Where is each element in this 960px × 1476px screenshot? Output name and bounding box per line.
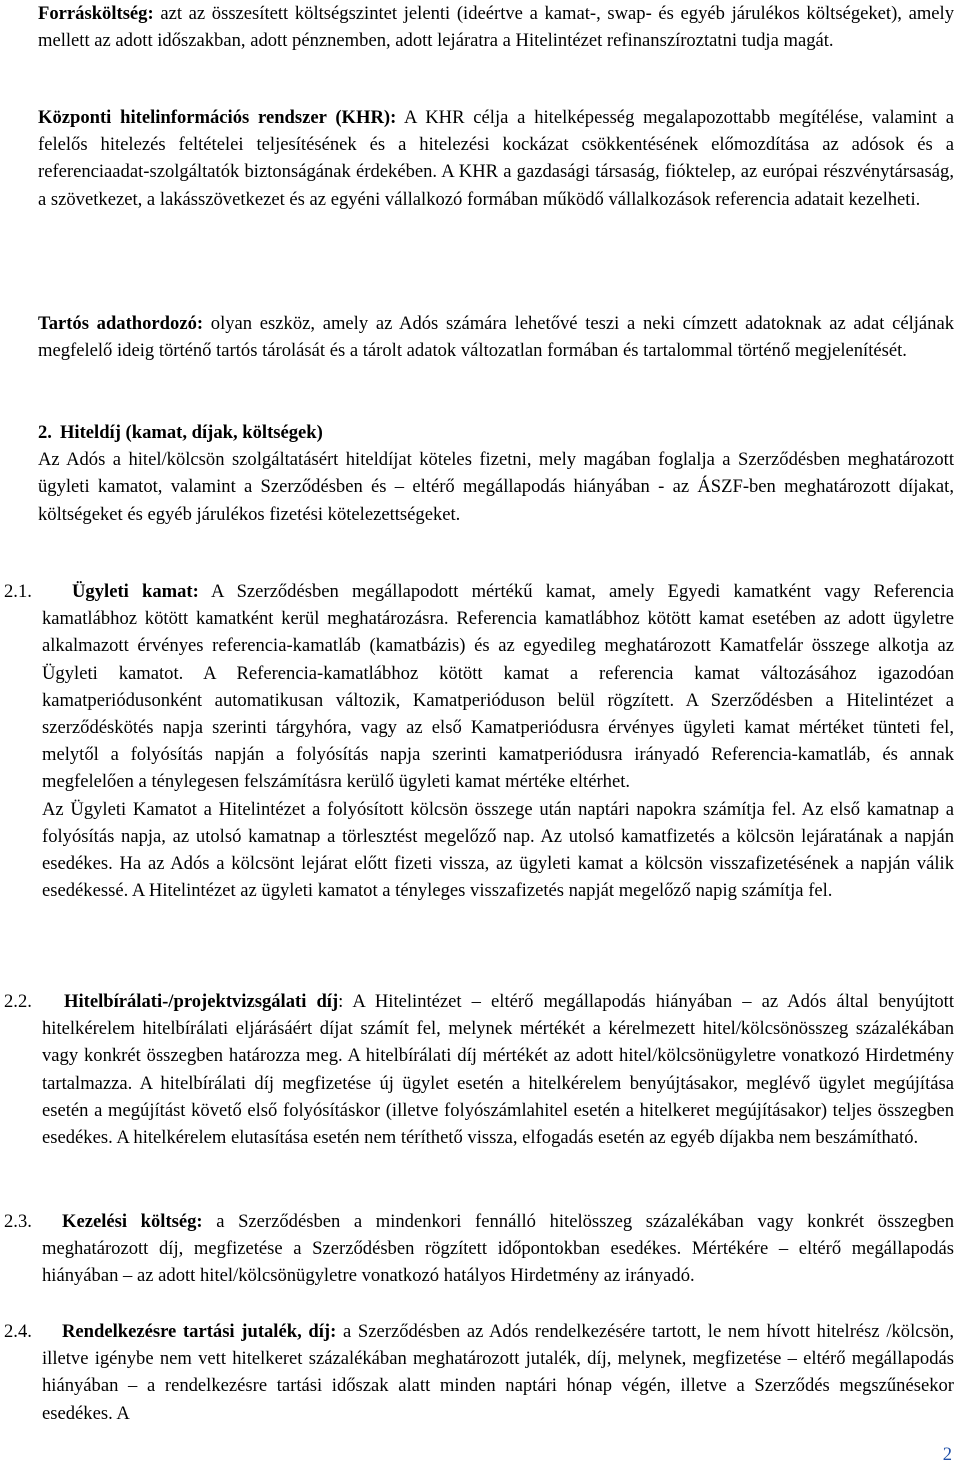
subsection-2-2	[4, 988, 954, 1151]
term-kezelesi-koltseg: Kezelési költség:	[62, 1211, 203, 1232]
definition-forraskoltseg: azt az összesített költségszintet jelenti (ideértve a kamat-, swap- és egyéb járulékos költségeket), amely mellett az adott időszakban, adott pénznemben, adott lejáratra a Hitelintézet refinanszíroztatni tudja magát.	[38, 3, 954, 52]
section-2-title: Hiteldíj (kamat, díjak, költségek)	[59, 422, 323, 443]
term-khr: Központi hitelinformációs rendszer (KHR):	[38, 107, 397, 128]
subsection-2-3-text	[42, 1208, 954, 1290]
section-2-number: 2.	[38, 422, 52, 443]
paragraph-forraskoltseg	[38, 0, 954, 54]
subsection-2-1	[4, 578, 954, 904]
subsection-2-4	[4, 1318, 954, 1427]
definition-hitelbiralati-dij: : A Hitelintézet – eltérő megállapodás hiányában – az Adós által benyújtott hitelkérelem hitelbírálati eljárásáért díjat számít fel, melynek mértékét a kérelmezett hitel/kölcsönösszeg százalékában vagy konkrét összegben határozza meg. A hitelbírálati díj mértékét az adott hitel/kölcsönügyletre vonatkozó Hirdetmény tartalmazza. A hitelbírálati díj megfizetése új ügylet esetén a hitelkérelem benyújtásakor, meglévő ügylet megújítása esetén a megújítást követő első folyósításkor (illetve folyószámlahitel esetén a hitelkeret megújításakor) teljes összegben esedékes. A hitelkérelem elutasítása esetén nem téríthető vissza, elfogadás esetén az egyéb díjakba nem beszámítható.	[42, 991, 954, 1149]
page-number: 2	[942, 1443, 952, 1465]
subsection-2-2-number: 2.2.	[4, 991, 32, 1012]
paragraph-tartos-adathordozo	[38, 310, 954, 364]
subsection-2-2-text	[42, 988, 954, 1151]
definition-kezelesi-koltseg: a Szerződésben a mindenkori fennálló hitelösszeg százalékában vagy konkrét összegben meghatározott díj, megfizetése a Szerződésben rögzített időpontokban esedékes. Mértékére – eltérő megállapodás hiányában – az adott hitel/kölcsönügyletre vonatkozó hatályos Hirdetmény az irányadó.	[42, 1211, 954, 1287]
definition-ugyleti-kamat: A Szerződésben megállapodott mértékű kamat, amely Egyedi kamatként vagy Referencia kamatlábhoz kötött kamatként kerül meghatározásra. Referencia kamatlábhoz kötött kamat esetében az adott ügyletre alkalmazott érvényes referencia-kamatláb (kamatbázis) és az egyedileg meghatározott Kamatfelár összege alkotja az Ügyleti kamatot. A Referencia-kamatlábhoz kötött kamat a referencia kamat változásához igazodóan kamatperiódusonként automatikusan változik, Kamatperióduson belül rögzített. A Szerződésben a Hitelintézet a szerződéskötés napja szerinti tárgyhóra, vagy az első Kamatperiódusra érvényes ügyleti kamat mértéket tünteti fel, melytől a folyósítás napján a folyósítás napja szerinti kamatperiódusra irányadó Referencia-kamatláb, és annak megfelelően a ténylegesen felszámításra kerülő ügyleti kamat mértéke eltérhet.	[42, 581, 954, 793]
subsection-2-4-number: 2.4.	[4, 1321, 32, 1342]
section-2-intro: Az Adós a hitel/kölcsön szolgáltatásért hiteldíjat köteles fizetni, mely magában foglalja a Szerződésben meghatározott ügyleti kamatot, valamint a Szerződésben és – eltérő megállapodás hiányában - az ÁSZF-ben meghatározott díjakat, költségeket és egyéb járulékos fizetési kötelezettségeket.	[38, 449, 954, 525]
term-forraskoltseg: Forrásköltség:	[38, 3, 154, 24]
definition-rendelkezesre-tartasi-jutalek: a Szerződésben az Adós rendelkezésére tartott, le nem hívott hitelrész /kölcsön, illetve igénybe nem vett hitelkeret százalékában meghatározott jutalék, díj, melynek, megfizetése – eltérő megállapodás hiányában – a rendelkezésre tartási időszak alatt minden naptári hónap végén, illetve a Szerződés megszűnésekor esedékes. A	[42, 1321, 954, 1424]
subsection-2-3	[4, 1208, 954, 1290]
paragraph-khr	[38, 104, 954, 213]
section-2	[38, 419, 954, 528]
subsection-2-4-text	[42, 1318, 954, 1427]
term-ugyleti-kamat: Ügyleti kamat:	[72, 581, 199, 602]
subsection-2-3-number: 2.3.	[4, 1211, 32, 1232]
subsection-2-1-number: 2.1.	[4, 581, 32, 602]
definition-tartos-adathordozo: olyan eszköz, amely az Adós számára lehetővé teszi a neki címzett adatoknak az adat céljának megfelelő ideig történő tartós tárolását és a tárolt adatok változatlan formában és tartalommal történő megjelenítését.	[38, 313, 955, 362]
term-rendelkezesre-tartasi-jutalek: Rendelkezésre tartási jutalék, díj:	[62, 1321, 337, 1342]
definition-khr: A KHR célja a hitelképesség megalapozottabb megítélése, valamint a felelős hitelezés feltételei teljesítésének és a hitelezési kockázat csökkentésének előmozdítása az adósok és a referenciaadat-szolgáltatók biztonságának érdekében. A KHR a gazdasági társaság, fióktelep, az európai részvénytársaság, a szövetkezet, a lakásszövetkezet és az egyéni vállalkozó formában működő vállalkozások referencia adatait kezelheti.	[38, 107, 954, 210]
term-hitelbiralati-dij: Hitelbírálati-/projektvizsgálati díj	[64, 991, 339, 1012]
term-tartos-adathordozo: Tartós adathordozó:	[38, 313, 204, 334]
subsection-2-1-text	[42, 578, 954, 796]
subsection-2-1-body	[42, 578, 954, 904]
section-2-heading	[38, 419, 954, 446]
subsection-2-1-text-2: Az Ügyleti Kamatot a Hitelintézet a folyósított kölcsön összege után naptári napokra számítja fel. Az első kamatnap a folyósítás napja, az utolsó kamatnap a törlesztést megelőző nap. Az utolsó kamatfizetés a kölcsön lejáratának a napján esedékes. Ha az Adós a kölcsönt lejárat előtt fizeti vissza, az ügyleti kamat a kölcsön visszafizetésének a napján válik esedékessé. A Hitelintézet az ügyleti kamatot a tényleges visszafizetés napját megelőző napig számítja fel.	[42, 798, 954, 902]
